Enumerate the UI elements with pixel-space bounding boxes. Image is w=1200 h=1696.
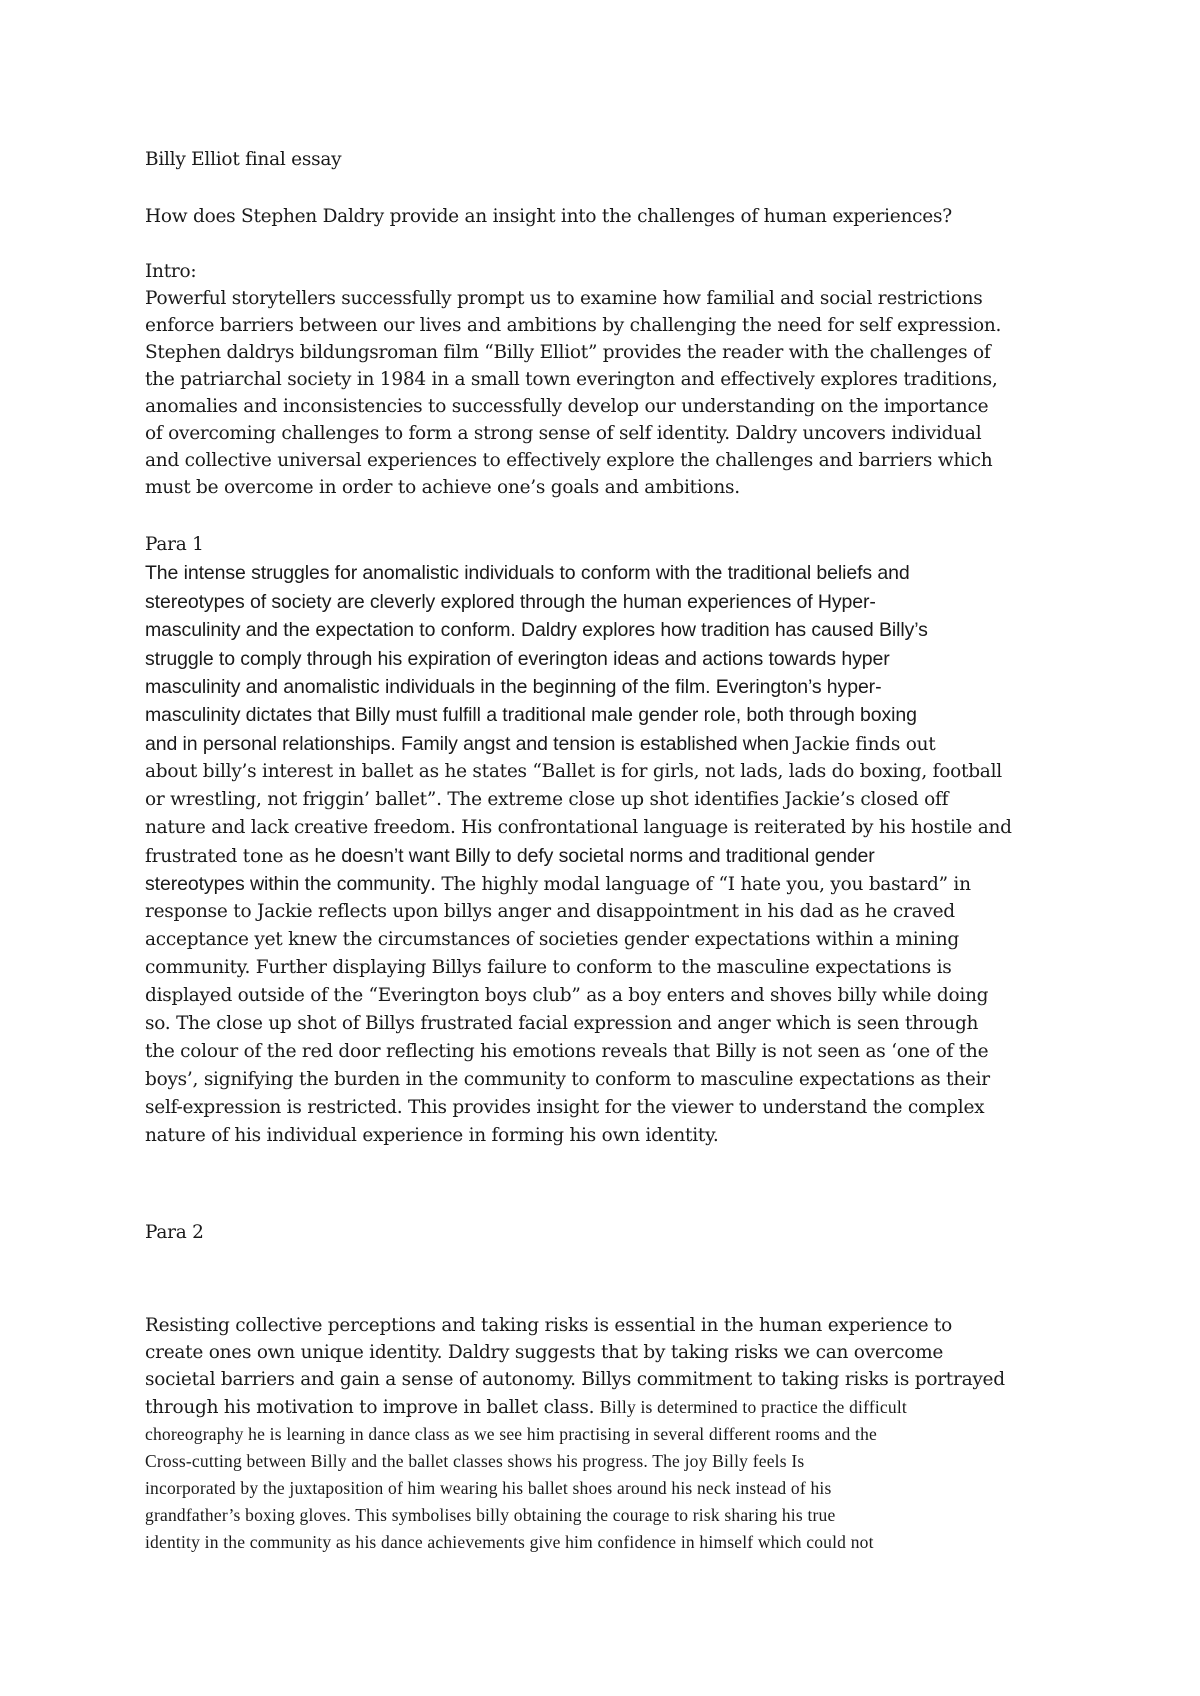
para2-line: create ones own unique identity. Daldry suggests that by taking risks we can overcome [145,1342,944,1363]
para2-line: Resisting collective perceptions and taking risks is essential in the human experience to [145,1315,953,1336]
para1-line: nature and lack creative freedom. His confrontational language is reiterated by his hostile and [145,817,1012,838]
para2-line: grandfather’s boxing gloves. This symbolises billy obtaining the courage to risk sharing his true [145,1505,836,1525]
intro-line: Stephen daldrys bildungsroman film “Billy Elliot” provides the reader with the challenges of [145,342,991,363]
para2-line: Cross-cutting between Billy and the ballet classes shows his progress. The joy Billy feels Is [145,1451,805,1471]
para2-line: choreography he is learning in dance class as we see him practising in several different rooms and the [145,1424,877,1444]
para1-line: nature of his individual experience in forming his own identity. [145,1125,719,1146]
para1-line-segment: and in personal relationships. Family angst and tension is established when [145,733,795,755]
intro-line: and collective universal experiences to effectively explore the challenges and barriers which [145,450,993,471]
para1-line-segment: frustrated tone as [145,846,315,867]
para1-line-segment: . The highly modal language of “I hate you, you bastard” in [430,874,971,895]
para1-line: so. The close up shot of Billys frustrated facial expression and anger which is seen through [145,1013,979,1034]
para1-heading: Para 1 [145,534,204,555]
para2-heading: Para 2 [145,1222,204,1243]
para2-line [145,1393,907,1422]
para2-line-segment: Billy is determined to practice the difficult [599,1397,907,1417]
para2-line-segment: through his motivation to improve in ballet class. [145,1397,600,1418]
para2-line: identity in the community as his dance achievements give him confidence in himself which could not [145,1532,874,1552]
para1-line: the colour of the red door reflecting his emotions reveals that Billy is not seen as ‘one of the [145,1041,989,1062]
para2-line: incorporated by the juxtaposition of him wearing his ballet shoes around his neck instead of his [145,1478,832,1498]
para1-line-segment: Jackie finds out [794,734,936,755]
document-title: Billy Elliot final essay [145,149,342,170]
intro-line: Powerful storytellers successfully prompt us to examine how familial and social restrictions [145,288,983,309]
para1-line: stereotypes of society are cleverly explored through the human experiences of Hyper- [145,591,876,613]
intro-heading: Intro: [145,261,197,282]
para1-line: community. Further displaying Billys failure to conform to the masculine expectations is [145,957,952,978]
para1-line-segment: stereotypes within the community [145,873,431,895]
para1-line: boys’, signifying the burden in the community to conform to masculine expectations as their [145,1069,990,1090]
para1-line [145,842,875,871]
para1-line: masculinity and anomalistic individuals in the beginning of the film. Everington’s hyper- [145,676,882,698]
intro-line: enforce barriers between our lives and ambitions by challenging the need for self expression. [145,315,1002,336]
para1-line: The intense struggles for anomalistic individuals to conform with the traditional beliefs and [145,562,910,584]
intro-line: must be overcome in order to achieve one’s goals and ambitions. [145,477,740,498]
para1-line-segment: he doesn’t want Billy to defy societal norms and traditional gender [314,845,875,867]
intro-line: anomalies and inconsistencies to successfully develop our understanding on the importance [145,396,989,417]
para1-line: response to Jackie reflects upon billys anger and disappointment in his dad as he craved [145,901,955,922]
para1-line: about billy’s interest in ballet as he states “Ballet is for girls, not lads, lads do boxing, football [145,761,1002,782]
intro-line: the patriarchal society in 1984 in a small town everington and effectively explores traditions, [145,369,998,390]
para1-line: or wrestling, not friggin’ ballet”. The extreme close up shot identifies Jackie’s closed off [145,789,949,810]
para1-line: self-expression is restricted. This provides insight for the viewer to understand the complex [145,1097,985,1118]
para1-line [145,870,971,899]
intro-line: of overcoming challenges to form a strong sense of self identity. Daldry uncovers individual [145,423,982,444]
essay-question: How does Stephen Daldry provide an insight into the challenges of human experiences? [145,206,952,227]
para1-line: masculinity and the expectation to conform. Daldry explores how tradition has caused Billy’s [145,619,928,641]
para1-line: struggle to comply through his expiration of everington ideas and actions towards hyper [145,648,890,670]
para1-line: acceptance yet knew the circumstances of societies gender expectations within a mining [145,929,959,950]
para1-line: masculinity dictates that Billy must fulfill a traditional male gender role, both through boxing [145,704,917,726]
para1-line [145,730,935,759]
para2-line: societal barriers and gain a sense of autonomy. Billys commitment to taking risks is portrayed [145,1369,1005,1390]
para1-line: displayed outside of the “Everington boys club” as a boy enters and shoves billy while doing [145,985,989,1006]
